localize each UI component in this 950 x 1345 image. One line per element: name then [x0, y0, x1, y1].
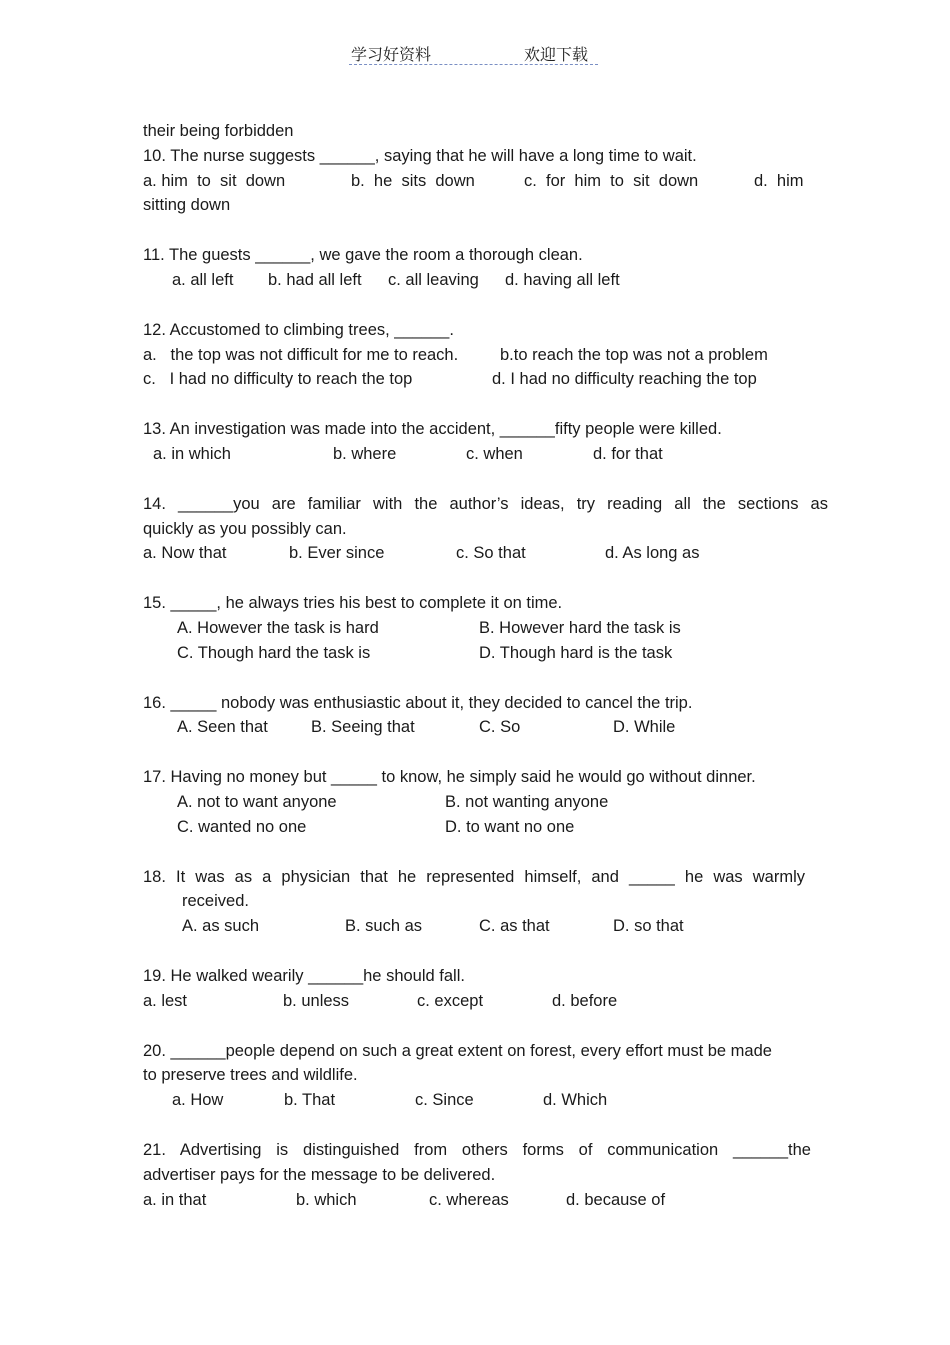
option-a: a. Now that [143, 544, 227, 563]
question-18-text: 18. It was as a physician that he represented himself, and _____ he was warmly [143, 867, 805, 886]
option-b: B. such as [345, 917, 423, 936]
document-body [143, 119, 828, 1212]
option-a: A. as such [182, 917, 260, 936]
option-a: A. Seen that [177, 718, 268, 737]
question-12-options-cd [143, 367, 828, 392]
page-header [349, 42, 598, 65]
option-b: B. not wanting anyone [445, 792, 609, 811]
question-11-options [143, 268, 828, 293]
question-10-options-cont: sitting down [143, 196, 231, 215]
option-b: b. where [333, 444, 397, 463]
option-c: c. when [466, 444, 523, 463]
option-c: c. I had no difficulty to reach the top [143, 370, 413, 389]
option-a: a. in that [143, 1190, 207, 1209]
option-d: d. I had no difficulty reaching the top [492, 370, 757, 389]
option-c: c. for him to sit down [524, 171, 699, 190]
option-b: b. Ever since [289, 544, 385, 563]
question-21-cont: advertiser pays for the message to be delivered. [143, 1165, 496, 1184]
question-19-options [143, 989, 828, 1014]
option-d: D. Though hard is the task [479, 643, 673, 662]
question-10-options [143, 169, 828, 194]
question-19: 19. He walked wearily ______he should fall. [143, 966, 465, 985]
option-b: B. However hard the task is [479, 618, 681, 637]
question-18-cont: received. [182, 892, 249, 911]
option-d: d. before [552, 991, 618, 1010]
option-c: c. all leaving [388, 270, 479, 289]
option-a: a. lest [143, 991, 188, 1010]
question-15-options-ab [143, 616, 828, 641]
question-20-cont: to preserve trees and wildlife. [143, 1066, 358, 1085]
option-c: C. as that [479, 917, 550, 936]
option-a: a. How [172, 1091, 224, 1110]
option-c: c. except [417, 991, 484, 1010]
option-d: D. so that [613, 917, 684, 936]
question-16: 16. _____ nobody was enthusiastic about it, they decided to cancel the trip. [143, 693, 693, 712]
option-b: b. he sits down [351, 171, 475, 190]
question-12-options-ab [143, 343, 828, 368]
option-b: b. That [284, 1091, 336, 1110]
question-15: 15. _____, he always tries his best to complete it on time. [143, 594, 563, 613]
option-a: a. the top was not difficult for me to reach. [143, 345, 459, 364]
option-c: c. So that [456, 544, 526, 563]
option-d: d. having all left [505, 270, 620, 289]
question-21 [143, 1138, 811, 1163]
option-b: b. had all left [268, 270, 362, 289]
option-d: d. him [754, 171, 804, 190]
header-left-text: 学习好资料 [351, 45, 432, 64]
question-13: 13. An investigation was made into the accident, ______fifty people were killed. [143, 420, 722, 439]
question-17-options-cd [143, 815, 828, 840]
option-b: B. Seeing that [311, 718, 415, 737]
question-15-options-cd [143, 641, 828, 666]
question-13-options [143, 442, 828, 467]
option-c: c. Since [415, 1091, 474, 1110]
question-21-options [143, 1188, 828, 1213]
option-d: d. for that [593, 444, 663, 463]
option-d: D. to want no one [445, 817, 575, 836]
option-a: a. in which [153, 444, 231, 463]
question-20: 20. ______people depend on such a great extent on forest, every effort must be made [143, 1041, 772, 1060]
question-17: 17. Having no money but _____ to know, he simply said he would go without dinner. [143, 768, 756, 787]
option-d: d. Which [543, 1091, 608, 1110]
option-b: b.to reach the top was not a problem [500, 345, 768, 364]
option-b: b. which [296, 1190, 357, 1209]
question-10: 10. The nurse suggests ______, saying that he will have a long time to wait. [143, 146, 697, 165]
option-c: C. wanted no one [177, 817, 307, 836]
question-20-options [143, 1088, 828, 1113]
question-18-options [143, 914, 828, 939]
option-b: b. unless [283, 991, 350, 1010]
question-18 [143, 865, 805, 890]
option-c: C. So [479, 718, 521, 737]
question-21-text: 21. Advertising is distinguished from others forms of communication ______the [143, 1140, 811, 1159]
question-16-options [143, 715, 828, 740]
question-17-options-ab [143, 790, 828, 815]
question-14: 14. ______you are familiar with the author’s ideas, try reading all the sections as [143, 494, 828, 513]
question-12: 12. Accustomed to climbing trees, ______. [143, 320, 454, 339]
option-d: D. While [613, 718, 676, 737]
option-a: A. However the task is hard [177, 618, 379, 637]
header-right-text: 欢迎下载 [524, 45, 589, 64]
question-11: 11. The guests ______, we gave the room a thorough clean. [143, 246, 583, 265]
option-a: a. all left [172, 270, 234, 289]
option-c: c. whereas [429, 1190, 509, 1209]
option-d: d. because of [566, 1190, 666, 1209]
option-d: d. As long as [605, 544, 700, 563]
option-c: C. Though hard the task is [177, 643, 371, 662]
option-a: a. him to sit down [143, 171, 286, 190]
question-14-options [143, 541, 828, 566]
question-14-cont: quickly as you possibly can. [143, 519, 347, 538]
text-line: their being forbidden [143, 122, 294, 140]
option-a: A. not to want anyone [177, 792, 337, 811]
